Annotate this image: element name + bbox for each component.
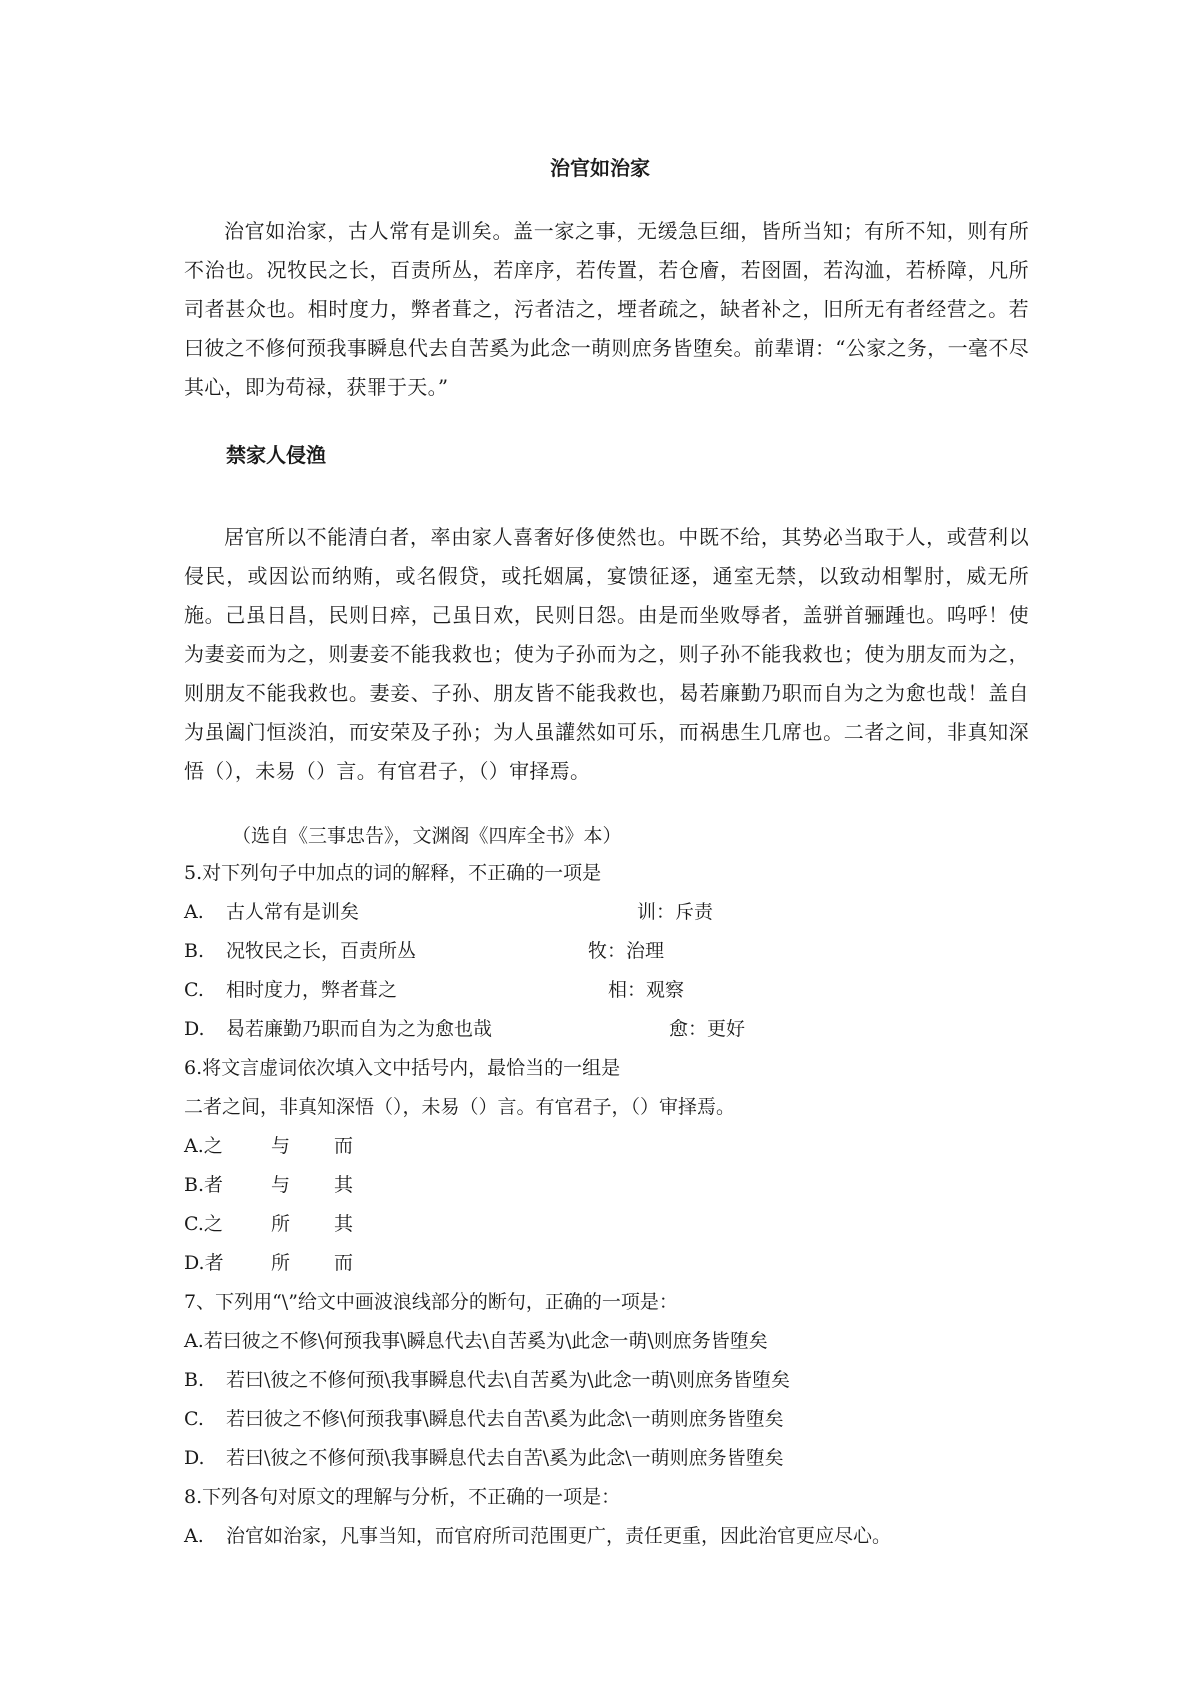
option-word-1: 者 [204,1174,224,1196]
question-6-option-b [184,1171,223,1199]
option-letter: B. [184,1174,205,1196]
option-letter: B. [184,1369,205,1391]
option-text: 若曰彼之不修\何预我事\瞬息代去自苦\奚为此念\一萌则庶务皆堕矣 [226,1408,784,1430]
option-letter: B. [184,940,205,962]
question-7-option-b [184,1366,790,1394]
question-6-option-a-word-3: 而 [334,1135,354,1157]
question-6-stem: 6.将文言虚词依次填入文中括号内，最恰当的一组是 [184,1057,621,1079]
question-5-option-d [184,1015,492,1043]
option-text: 若曰\彼之不修何预\我事瞬息代去自苦\奚为此念\一萌则庶务皆堕矣 [226,1447,784,1469]
option-letter: A. [184,1330,204,1352]
option-letter: C. [184,979,204,1001]
question-6-sentence: 二者之间，非真知深悟（），未易（）言。有官君子，（）审择焉。 [184,1096,736,1118]
question-8-option-a [184,1522,891,1550]
option-text: 古人常有是训矣 [226,901,360,923]
option-letter: D. [184,1252,205,1274]
question-5-option-c [184,976,397,1004]
document-title: 治官如治家 [550,156,650,180]
question-6-option-c-word-3: 其 [334,1213,354,1235]
option-letter: A. [184,1525,204,1547]
question-7-option-a [184,1327,768,1355]
option-text: 曷若廉勤乃职而自为之为愈也哉 [226,1018,493,1040]
option-word-1: 之 [203,1135,223,1157]
option-letter: D. [184,1018,205,1040]
option-letter: A. [184,1135,204,1157]
option-word-1: 之 [203,1213,223,1235]
passage-paragraph-1: 治官如治家，古人常有是训矣。盖一家之事，无缓急巨细，皆所当知；有所不知，则有所不治也。况牧民之长，百责所丛，若庠序，若传置，若仓廥，若囹圄，若沟洫，若桥障，凡所司者甚众也。相时度力，弊者葺之，污者洁之，堙者疏之，缺者补之，旧所无有者经营之。若曰彼之不修何预我事瞬息代去自苦奚为此念一萌则庶务皆堕矣。前辈谓：“公家之务，一毫不尽其心，即为苟禄，获罪于天。” [184,219,1029,399]
question-5-option-b [184,937,416,965]
option-letter: D. [184,1447,205,1469]
question-5-stem: 5.对下列句子中加点的词的解释，不正确的一项是 [184,862,602,884]
option-letter: C. [184,1213,204,1235]
question-5-option-c-gloss: 相：观察 [608,979,685,1001]
question-6-option-c-word-2: 所 [271,1213,291,1235]
question-6-option-a-word-2: 与 [271,1135,291,1157]
question-5-option-b-gloss: 牧：治理 [588,940,665,962]
question-5-option-d-gloss: 愈：更好 [669,1018,746,1040]
option-text: 相时度力，弊者葺之 [226,979,398,1001]
question-6-option-d-word-2: 所 [271,1252,291,1274]
option-text: 况牧民之长，百责所丛 [226,940,417,962]
question-7-stem: 7、下列用“\”给文中画波浪线部分的断句，正确的一项是： [184,1291,678,1313]
question-7-option-d [184,1444,784,1472]
question-6-option-b-word-2: 与 [271,1174,291,1196]
question-6-option-d [184,1249,224,1277]
option-text: 若曰彼之不修\何预我事\瞬息代去\自苦奚为\此念一萌\则庶务皆堕矣 [203,1330,768,1352]
question-6-option-a [184,1132,223,1160]
question-5-option-a-gloss: 训：斥责 [637,901,714,923]
option-letter: A. [184,901,204,923]
option-letter: C. [184,1408,204,1430]
passage-paragraph-2: 居官所以不能清白者，率由家人喜奢好侈使然也。中既不给，其势必当取于人，或营利以侵民，或因讼而纳贿，或名假贷，或托姻属，宴馈征逐，通室无禁，以致动相掣肘，威无所施。己虽日昌，民则日瘁，己虽日欢，民则日怨。由是而坐败辱者，盖骈首骊踵也。呜呼！使为妻妾而为之，则妻妾不能我救也；使为子孙而为之，则子孙不能我救也；使为朋友而为之，则朋友不能我救也。妻妾、子孙、朋友皆不能我救也，曷若廉勤乃职而自为之为愈也哉！盖自为虽阖门恒淡泊，而安荣及子孙；为人虽讙然如可乐，而祸患生几席也。二者之间，非真知深悟（），未易（）言。有官君子，（）审择焉。 [184,525,1029,783]
question-6-option-c [184,1210,223,1238]
question-5-option-a [184,898,359,926]
option-word-1: 者 [204,1252,224,1274]
question-7-option-c [184,1405,784,1433]
question-6-option-b-word-3: 其 [334,1174,354,1196]
option-text: 若曰\彼之不修何预\我事瞬息代去\自苦奚为\此念一萌\则庶务皆堕矣 [226,1369,791,1391]
section-title: 禁家人侵渔 [226,443,326,467]
source-citation: （选自《三事忠告》，文渊阁《四库全书》本） [232,825,622,847]
question-8-stem: 8.下列各句对原文的理解与分析，不正确的一项是： [184,1486,621,1508]
question-6-option-d-word-3: 而 [334,1252,354,1274]
option-text: 治官如治家，凡事当知，而官府所司范围更广，责任更重，因此治官更应尽心。 [226,1525,892,1547]
